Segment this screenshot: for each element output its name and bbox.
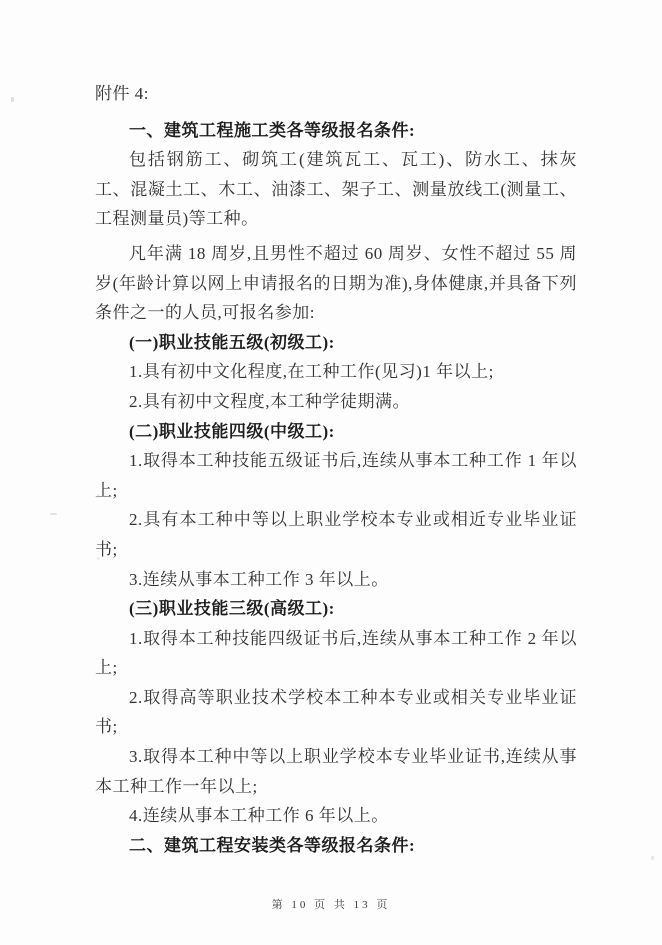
- level-3-item-3: 3.取得本工种中等以上职业学校本专业毕业证书,连续从事本工种工作一年以上;: [95, 747, 577, 796]
- document-body: [95, 79, 577, 860]
- eligibility-paragraph: 凡年满 18 周岁,且男性不超过 60 周岁、女性不超过 55 周岁(年龄计算以网上申请报名的日期为准),身体健康,并具备下列条件之一的人员,可报名参加:: [95, 243, 577, 323]
- level-5-item-2: 2.具有初中文程度,本工种学徒期满。: [129, 391, 410, 411]
- level-4-item-1: 1.取得本工种技能五级证书后,连续从事本工种工作 1 年以上;: [95, 451, 577, 500]
- level-3-item-1: 1.取得本工种技能四级证书后,连续从事本工种工作 2 年以上;: [95, 628, 577, 678]
- section-2-heading: 二、建筑工程安装类各等级报名条件:: [129, 835, 416, 855]
- section-1-heading: 一、建筑工程施工类各等级报名条件:: [129, 120, 416, 140]
- level-5-heading: (一)职业技能五级(初级工):: [129, 332, 335, 352]
- attachment-label: 附件 4:: [95, 84, 149, 103]
- scan-speck: [11, 97, 14, 102]
- scan-speck: [97, 557, 99, 560]
- level-4-heading: (二)职业技能四级(中级工):: [129, 421, 335, 441]
- scan-speck: [50, 513, 57, 515]
- level-4-item-2: 2.具有本工种中等以上职业学校本专业或相近专业毕业证书;: [95, 510, 577, 559]
- level-4-item-3: 3.连续从事本工种工作 3 年以上。: [129, 569, 389, 589]
- level-3-item-4: 4.连续从事本工种工作 6 年以上。: [129, 806, 389, 826]
- scan-speck: [651, 856, 654, 860]
- level-5-item-1: 1.具有初中文化程度,在工种工作(见习)1 年以上;: [129, 362, 494, 382]
- scan-speck: [97, 494, 99, 498]
- page-number: 第 10 页 共 13 页: [271, 899, 391, 911]
- trades-list-paragraph: 包括钢筋工、砌筑工(建筑瓦工、瓦工)、防水工、抹灰工、混凝土工、木工、油漆工、架子工、测量放线工(测量工、工程测量员)等工种。: [95, 150, 577, 229]
- level-3-item-2: 2.取得高等职业技术学校本工种本专业或相关专业毕业证书;: [95, 687, 577, 737]
- level-3-heading: (三)职业技能三级(高级工):: [129, 599, 335, 619]
